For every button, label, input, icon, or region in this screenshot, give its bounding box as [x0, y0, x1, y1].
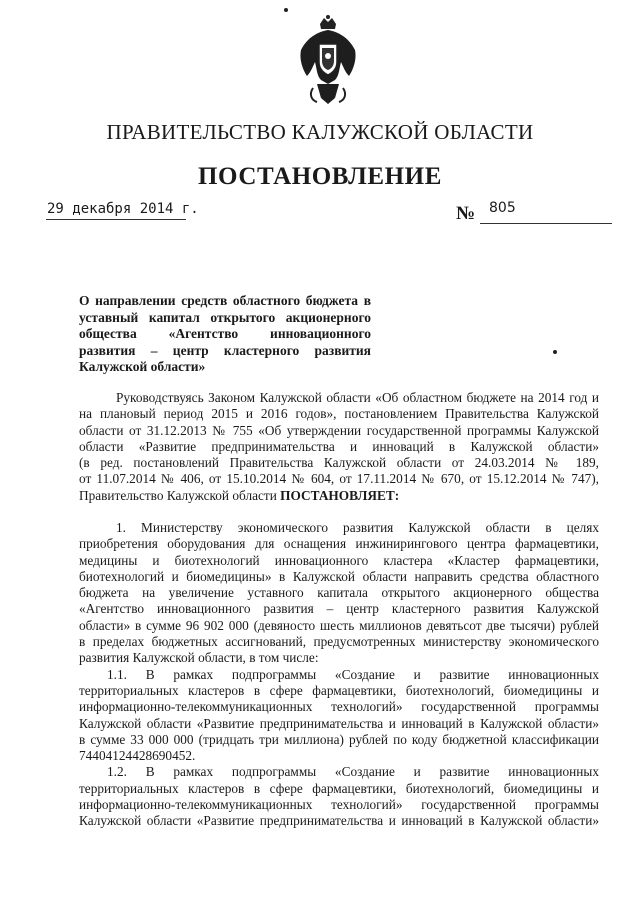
section-1-body — [79, 520, 599, 830]
subsection-1-1-line: территориальных кластеров в сфере фармацевтики, биотехнологий, биомедицины и — [79, 682, 599, 698]
scan-speck-mark — [553, 350, 557, 354]
subsection-1-2-line: Калужской области «Развитие предпринимательства и инноваций в Калужской области» — [79, 813, 599, 829]
section-line: области» в сумме 96 902 000 (девяносто шесть миллионов девятьсот две тысячи) рублей — [79, 617, 599, 633]
document-date: 29 декабря 2014 г. — [47, 201, 199, 217]
section-line: биотехнологий и биомедицины» в Калужской области направить средства областного — [79, 568, 599, 584]
section-line: медицины и биотехнологий инновационного кластера «Кластер фармацевтики, — [79, 552, 599, 568]
preamble-line: области от 31.12.2013 № 755 «Об утверждении государственной программы Калужской — [79, 422, 599, 438]
subsection-1-1-line: 74404124428690452. — [79, 748, 196, 764]
preamble-paragraph — [79, 390, 599, 504]
section-line: «Агентство инновационного развития – центр кластерного развития Калужской — [79, 601, 599, 617]
preamble-line: (в ред. постановлений Правительства Калужской области от 24.03.2014 № 189, — [79, 455, 599, 471]
date-underline — [46, 219, 186, 220]
subsection-1-2-line: 1.2. В рамках подпрограммы «Создание и развитие инновационных — [107, 764, 599, 780]
section-line: 1. Министерству экономического развития Калужской области в целях — [116, 520, 599, 535]
preamble-line: Руководствуясь Законом Калужской области «Об областном бюджете на 2014 год и — [116, 390, 599, 405]
subject-line: Калужской области» — [79, 359, 206, 374]
subject-line: общества «Агентство инновационного — [79, 326, 371, 341]
subsection-1-1-line: в сумме 33 000 000 (тридцать три миллиона) рублей по коду бюджетной классификации — [79, 731, 599, 747]
section-line: бюджета на увеличение уставного капитала открытого акционерного общества — [79, 585, 599, 601]
preamble-line: от 11.07.2014 № 406, от 15.10.2014 № 604, от 17.11.2014 № 670, от 15.12.2014 № 747), — [79, 471, 599, 487]
number-sign: № — [456, 203, 476, 224]
subject-line: О направлении средств областного бюджета в — [79, 293, 371, 308]
number-underline — [480, 223, 612, 224]
government-title: ПРАВИТЕЛЬСТВО КАЛУЖСКОЙ ОБЛАСТИ — [106, 120, 534, 144]
document-subject — [79, 293, 371, 376]
coat-of-arms-emblem-icon — [293, 14, 363, 106]
document-type-title: ПОСТАНОВЛЕНИЕ — [197, 163, 443, 190]
subsection-1-2-line: информационно-телекоммуникационных технологий» государственной программы — [79, 797, 599, 813]
subsection-1-1-line: 1.1. В рамках подпрограммы «Создание и развитие инновационных — [107, 666, 599, 682]
preamble-closing-line — [79, 488, 599, 504]
subsection-1-1-line: информационно-телекоммуникационных технологий» государственной программы — [79, 699, 599, 715]
subsection-1-2-line: территориальных кластеров в сфере фармацевтики, биотехнологий, биомедицины и — [79, 780, 599, 796]
subsection-1-1-line: Калужской области «Развитие предпринимательства и инноваций в Калужской области» — [79, 715, 599, 731]
subject-line: уставный капитал открытого акционерного — [79, 309, 371, 325]
section-line: приобретения оборудования для оснащения инжинирингового центра фармацевтики, — [79, 536, 599, 552]
section-line: в пределах бюджетных ассигнований, предусмотренных министерству экономического — [79, 634, 599, 650]
resolves-keyword: ПОСТАНОВЛЯЕТ: — [280, 487, 400, 503]
subject-line: развития – центр кластерного развития — [79, 342, 371, 358]
document-number: 805 — [489, 200, 516, 216]
section-line: развития Калужской области, в том числе: — [79, 650, 319, 666]
preamble-line: области «Развитие предпринимательства и инноваций в Калужской области» — [79, 438, 599, 454]
preamble-line: на плановый период 2015 и 2016 годов», постановлением Правительства Калужской — [79, 406, 599, 422]
scan-speck-top — [284, 8, 288, 12]
preamble-closing-text: Правительство Калужской области — [79, 487, 281, 503]
